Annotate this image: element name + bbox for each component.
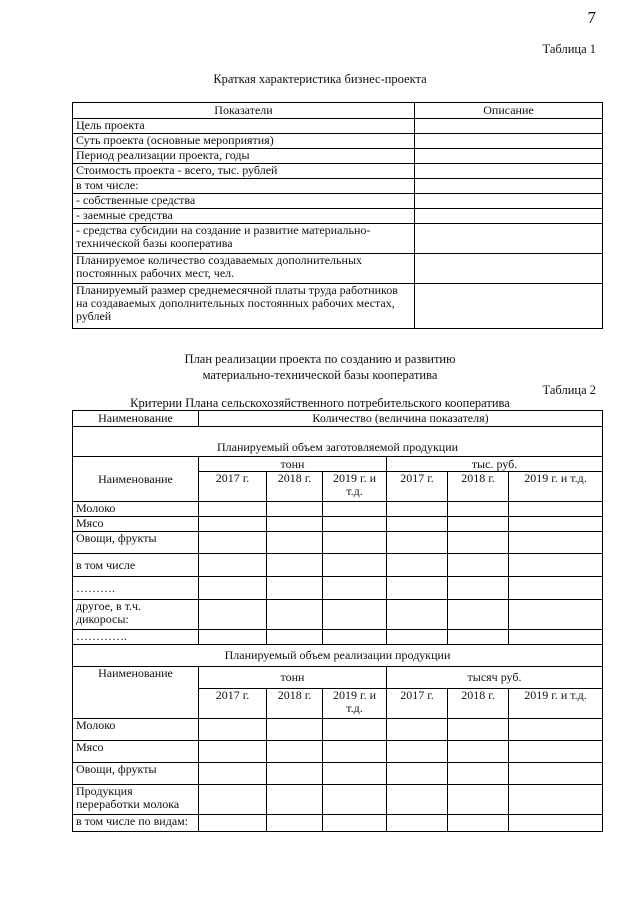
section1-unit-rubles: тыс. руб. bbox=[387, 457, 603, 472]
cell bbox=[267, 577, 323, 600]
cell bbox=[448, 630, 509, 645]
table1-cell bbox=[415, 284, 603, 329]
table1-header-description: Описание bbox=[415, 103, 603, 119]
cell bbox=[387, 719, 448, 741]
cell bbox=[448, 502, 509, 517]
cell bbox=[448, 763, 509, 785]
table1-row-label: Стоимость проекта - всего, тыс. рублей bbox=[73, 164, 415, 179]
section1-year: 2018 г. bbox=[448, 472, 509, 502]
table1-cell bbox=[415, 224, 603, 254]
section2-row-label: в том числе по видам: bbox=[73, 815, 199, 832]
cell bbox=[387, 785, 448, 815]
cell bbox=[387, 577, 448, 600]
section-procurement-title: Планируемый объем заготовляемой продукции bbox=[73, 427, 603, 457]
cell bbox=[509, 785, 603, 815]
cell bbox=[323, 502, 387, 517]
cell bbox=[448, 577, 509, 600]
cell bbox=[387, 517, 448, 532]
table1-row-label: - средства субсидии на создание и развитие материально-технической базы кооператива bbox=[73, 224, 415, 254]
section2-year: 2019 г. и т.д. bbox=[323, 689, 387, 719]
table1-row-label: Цель проекта bbox=[73, 119, 415, 134]
cell bbox=[323, 532, 387, 554]
plan-subtitle: Критерии Плана сельскохозяйственного потребительского кооператива bbox=[130, 396, 510, 410]
table1-cell bbox=[415, 209, 603, 224]
cell bbox=[509, 554, 603, 577]
section2-name-header: Наименование bbox=[73, 667, 199, 719]
cell bbox=[323, 763, 387, 785]
plan-title-line2: материально-технической базы кооператива bbox=[202, 368, 438, 382]
table1-row-label: Планируемое количество создаваемых дополнительных постоянных рабочих мест, чел. bbox=[73, 254, 415, 284]
section1-name-header: Наименование bbox=[73, 457, 199, 502]
cell bbox=[323, 741, 387, 763]
section1-row-label: ………. bbox=[73, 577, 199, 600]
cell bbox=[323, 719, 387, 741]
cell bbox=[448, 600, 509, 630]
section1-year: 2017 г. bbox=[199, 472, 267, 502]
cell bbox=[199, 815, 267, 832]
cell bbox=[267, 763, 323, 785]
cell bbox=[323, 785, 387, 815]
section2-row-label: Продукция переработки молока bbox=[73, 785, 199, 815]
cell bbox=[267, 554, 323, 577]
cell bbox=[323, 600, 387, 630]
table1-header-indicators: Показатели bbox=[73, 103, 415, 119]
table1-cell bbox=[415, 194, 603, 209]
cell bbox=[448, 719, 509, 741]
cell bbox=[323, 517, 387, 532]
cell bbox=[387, 815, 448, 832]
cell bbox=[387, 741, 448, 763]
cell bbox=[387, 630, 448, 645]
table1-title: Краткая характеристика бизнес-проекта bbox=[213, 72, 427, 86]
page-number: 7 bbox=[587, 8, 596, 27]
cell bbox=[199, 554, 267, 577]
cell bbox=[323, 815, 387, 832]
cell bbox=[509, 763, 603, 785]
plan-criteria-table bbox=[72, 410, 603, 832]
table1-cell bbox=[415, 254, 603, 284]
cell bbox=[323, 554, 387, 577]
table2-head-quantity: Количество (величина показателя) bbox=[199, 411, 603, 427]
cell bbox=[267, 719, 323, 741]
table1-cell bbox=[415, 149, 603, 164]
cell bbox=[509, 532, 603, 554]
table2-caption: Таблица 2 bbox=[542, 383, 596, 397]
cell bbox=[509, 630, 603, 645]
cell bbox=[387, 600, 448, 630]
table1-row-label: Суть проекта (основные мероприятия) bbox=[73, 134, 415, 149]
cell bbox=[199, 532, 267, 554]
section1-row-label: другое, в т.ч. дикоросы: bbox=[73, 600, 199, 630]
table1-row-label: в том числе: bbox=[73, 179, 415, 194]
cell bbox=[199, 630, 267, 645]
section2-year: 2018 г. bbox=[267, 689, 323, 719]
section2-year: 2018 г. bbox=[448, 689, 509, 719]
section1-row-label: …………. bbox=[73, 630, 199, 645]
cell bbox=[267, 502, 323, 517]
cell bbox=[267, 815, 323, 832]
cell bbox=[199, 517, 267, 532]
section2-unit-tons: тонн bbox=[199, 667, 387, 689]
cell bbox=[509, 517, 603, 532]
table1-cell bbox=[415, 164, 603, 179]
section1-year: 2019 г. и т.д. bbox=[509, 472, 603, 502]
cell bbox=[267, 785, 323, 815]
table1-caption: Таблица 1 bbox=[542, 42, 596, 56]
section-sales-title: Планируемый объем реализации продукции bbox=[73, 645, 603, 667]
cell bbox=[448, 532, 509, 554]
cell bbox=[509, 719, 603, 741]
section2-row-label: Молоко bbox=[73, 719, 199, 741]
section1-unit-tons: тонн bbox=[199, 457, 387, 472]
section2-year: 2017 г. bbox=[387, 689, 448, 719]
cell bbox=[509, 815, 603, 832]
cell bbox=[267, 600, 323, 630]
section2-year: 2017 г. bbox=[199, 689, 267, 719]
cell bbox=[199, 600, 267, 630]
cell bbox=[199, 763, 267, 785]
cell bbox=[199, 785, 267, 815]
cell bbox=[199, 719, 267, 741]
cell bbox=[387, 763, 448, 785]
cell bbox=[199, 502, 267, 517]
cell bbox=[199, 577, 267, 600]
section2-year: 2019 г. и т.д. bbox=[509, 689, 603, 719]
cell bbox=[448, 741, 509, 763]
section1-year: 2017 г. bbox=[387, 472, 448, 502]
table2-head-name: Наименование bbox=[73, 411, 199, 427]
section1-row-label: Молоко bbox=[73, 502, 199, 517]
table1-row-label: - заемные средства bbox=[73, 209, 415, 224]
cell bbox=[448, 517, 509, 532]
cell bbox=[387, 554, 448, 577]
cell bbox=[448, 815, 509, 832]
table1-cell bbox=[415, 119, 603, 134]
section1-year: 2019 г. и т.д. bbox=[323, 472, 387, 502]
section2-row-label: Мясо bbox=[73, 741, 199, 763]
cell bbox=[323, 630, 387, 645]
cell bbox=[387, 502, 448, 517]
table1-cell bbox=[415, 179, 603, 194]
cell bbox=[323, 577, 387, 600]
business-project-table bbox=[72, 102, 603, 329]
cell bbox=[509, 502, 603, 517]
table1-row-label: Планируемый размер среднемесячной платы труда работников на создаваемых дополнительных постоянных рабочих местах, рублей bbox=[73, 284, 415, 329]
section1-row-label: в том числе bbox=[73, 554, 199, 577]
cell bbox=[387, 532, 448, 554]
cell bbox=[448, 554, 509, 577]
cell bbox=[267, 532, 323, 554]
cell bbox=[509, 600, 603, 630]
section2-unit-rubles: тысяч руб. bbox=[387, 667, 603, 689]
cell bbox=[509, 577, 603, 600]
table1-cell bbox=[415, 134, 603, 149]
table1-row-label: - собственные средства bbox=[73, 194, 415, 209]
cell bbox=[509, 741, 603, 763]
cell bbox=[267, 517, 323, 532]
section2-row-label: Овощи, фрукты bbox=[73, 763, 199, 785]
cell bbox=[199, 741, 267, 763]
cell bbox=[267, 630, 323, 645]
cell bbox=[267, 741, 323, 763]
table1-row-label: Период реализации проекта, годы bbox=[73, 149, 415, 164]
section1-row-label: Мясо bbox=[73, 517, 199, 532]
plan-title-line1: План реализации проекта по созданию и развитию bbox=[184, 352, 456, 366]
cell bbox=[448, 785, 509, 815]
section1-year: 2018 г. bbox=[267, 472, 323, 502]
section1-row-label: Овощи, фрукты bbox=[73, 532, 199, 554]
